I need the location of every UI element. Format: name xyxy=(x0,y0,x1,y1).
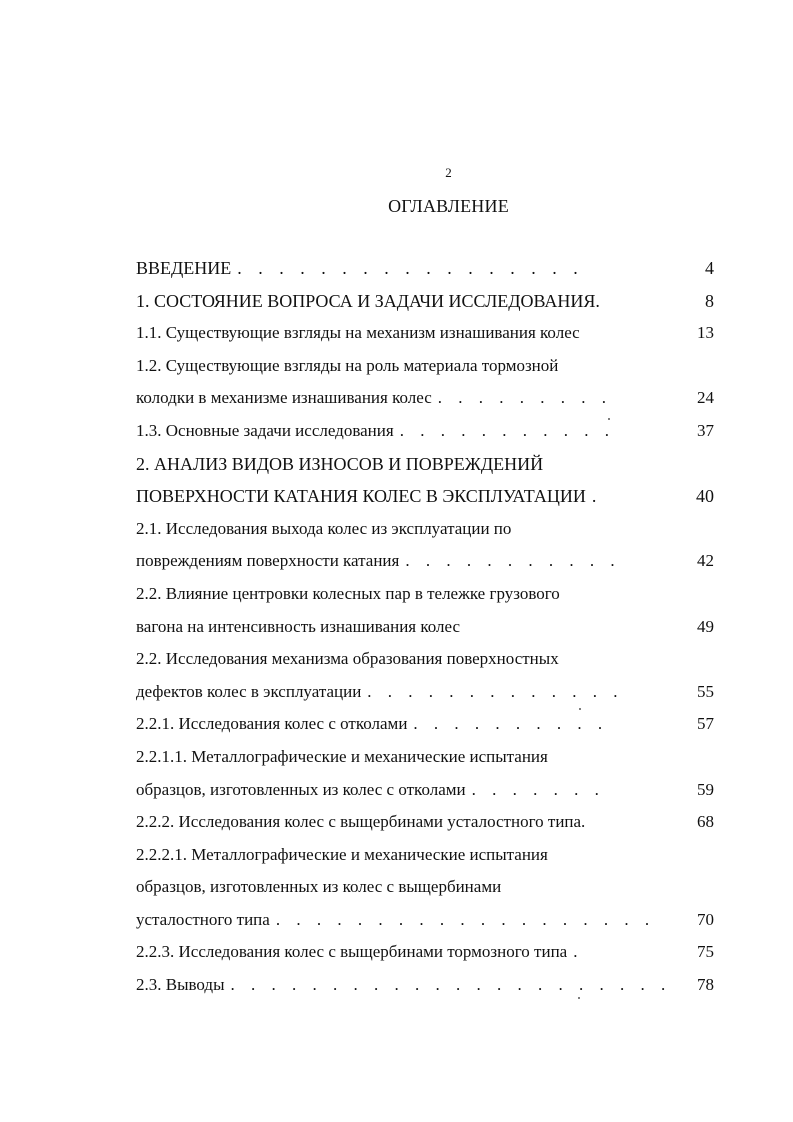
toc-entry-text: ПОВЕРХНОСТИ КАТАНИЯ КОЛЕС В ЭКСПЛУАТАЦИИ xyxy=(136,486,586,507)
toc-leader-dots: . . . . . . . . . . . . . . . . . . . xyxy=(275,909,656,929)
toc-entry xyxy=(136,676,714,709)
toc-page-number: 75 xyxy=(697,942,714,962)
toc-entry xyxy=(136,285,714,318)
toc-entry-text: 2.2. Исследования механизма образования поверхностных xyxy=(136,649,559,669)
toc-entry xyxy=(136,513,714,546)
toc-entry-text: 2.3. Выводы xyxy=(136,975,225,995)
toc-entry xyxy=(136,252,714,285)
toc-entry-text: 2.1. Исследования выхода колес из эксплуатации по xyxy=(136,518,512,538)
toc-entry xyxy=(136,578,714,611)
toc-page-number: 78 xyxy=(697,975,714,995)
toc-entry-text: 2.2.1. Исследования колес с отколами xyxy=(136,714,408,734)
toc-entry-text: образцов, изготовленных из колес с отколами xyxy=(136,779,466,799)
toc-page-number: 49 xyxy=(697,616,714,636)
toc-page-number: 4 xyxy=(705,258,714,278)
scan-speck xyxy=(608,418,610,420)
toc-entry-text: 2.2.3. Исследования колес с выщербинами тормозного типа xyxy=(136,942,568,962)
toc-entry xyxy=(136,415,714,448)
toc-entry xyxy=(136,806,714,839)
toc-entry-text: 1. СОСТОЯНИЕ ВОПРОСА И ЗАДАЧИ ИССЛЕДОВАНИЯ. xyxy=(136,290,600,311)
toc-entry xyxy=(136,480,714,513)
toc-entry-text: 2.2.2.1. Металлографические и механические испытания xyxy=(136,844,548,864)
toc-entry-text: 2.2. Влияние центровки колесных пар в тележке грузового xyxy=(136,583,560,603)
toc-entry-text: 2. АНАЛИЗ ВИДОВ ИЗНОСОВ И ПОВРЕЖДЕНИЙ xyxy=(136,453,544,474)
toc-page-number: 68 xyxy=(697,812,714,832)
toc-leader-dots: . . . . . . . . . xyxy=(437,388,612,408)
scan-speck xyxy=(578,997,580,999)
toc-leader-dots: . . . . . . . . . . . xyxy=(399,420,615,440)
toc-entry xyxy=(136,611,714,644)
toc-leader-dots: . . . . . . . . . . . . . . . . . . . . . . xyxy=(230,975,672,995)
toc-page-number: 37 xyxy=(697,420,714,440)
toc-leader-dots: . . . . . . . xyxy=(471,779,605,799)
toc-entry xyxy=(136,969,714,1002)
toc-entry xyxy=(136,774,714,807)
toc-entry xyxy=(136,545,714,578)
toc-entry-text: образцов, изготовленных из колес с выщербинами xyxy=(136,877,502,897)
table-of-contents xyxy=(136,252,714,1002)
toc-page-number: 8 xyxy=(705,290,714,311)
toc-entry-text: колодки в механизме изнашивания колес xyxy=(136,388,432,408)
toc-entry xyxy=(136,448,714,481)
toc-leader-dots: . . . . . . . . . . . . . xyxy=(367,681,624,701)
toc-page-number: 59 xyxy=(697,779,714,799)
toc-page-number: 24 xyxy=(697,388,714,408)
toc-entry xyxy=(136,350,714,383)
page-title: ОГЛАВЛЕНИЕ xyxy=(388,196,509,216)
toc-entry xyxy=(136,839,714,872)
toc-entry-text: усталостного типа xyxy=(136,909,270,929)
toc-entry-text: вагона на интенсивность изнашивания колес xyxy=(136,616,461,636)
toc-entry-text: 1.2. Существующие взгляды на роль материала тормозной xyxy=(136,355,559,375)
toc-leader-dots: . . . . . . . . . . . . . . . . . xyxy=(237,258,584,278)
toc-page-number: 57 xyxy=(697,714,714,734)
toc-leader-dots: . . . . . . . . . . xyxy=(413,714,609,734)
toc-entry xyxy=(136,643,714,676)
toc-page-number: 40 xyxy=(696,486,714,507)
toc-entry xyxy=(136,904,714,937)
toc-entry xyxy=(136,741,714,774)
toc-entry-text: 2.2.1.1. Металлографические и механические испытания xyxy=(136,746,548,766)
toc-entry xyxy=(136,708,714,741)
toc-page-number: 70 xyxy=(697,909,714,929)
toc-entry-text: ВВЕДЕНИЕ xyxy=(136,258,232,278)
page-number: 2 xyxy=(445,165,452,180)
toc-entry xyxy=(136,317,714,350)
toc-entry xyxy=(136,936,714,969)
toc-page-number: 42 xyxy=(697,551,714,571)
toc-leader-dots: . xyxy=(573,942,584,962)
toc-leader-dots: . . . . . . . . . . . xyxy=(405,551,621,571)
toc-leader-dots: . xyxy=(591,486,603,507)
toc-entry-text: повреждениям поверхности катания xyxy=(136,551,400,571)
toc-entry xyxy=(136,382,714,415)
toc-entry-text: 1.1. Существующие взгляды на механизм изнашивания колес xyxy=(136,323,580,343)
scan-speck xyxy=(579,708,581,710)
toc-entry xyxy=(136,871,714,904)
toc-entry-text: дефектов колес в эксплуатации xyxy=(136,681,362,701)
toc-page-number: 55 xyxy=(697,681,714,701)
toc-entry-text: 2.2.2. Исследования колес с выщербинами усталостного типа. xyxy=(136,812,586,832)
toc-entry-text: 1.3. Основные задачи исследования xyxy=(136,420,394,440)
toc-page-number: 13 xyxy=(697,323,714,343)
